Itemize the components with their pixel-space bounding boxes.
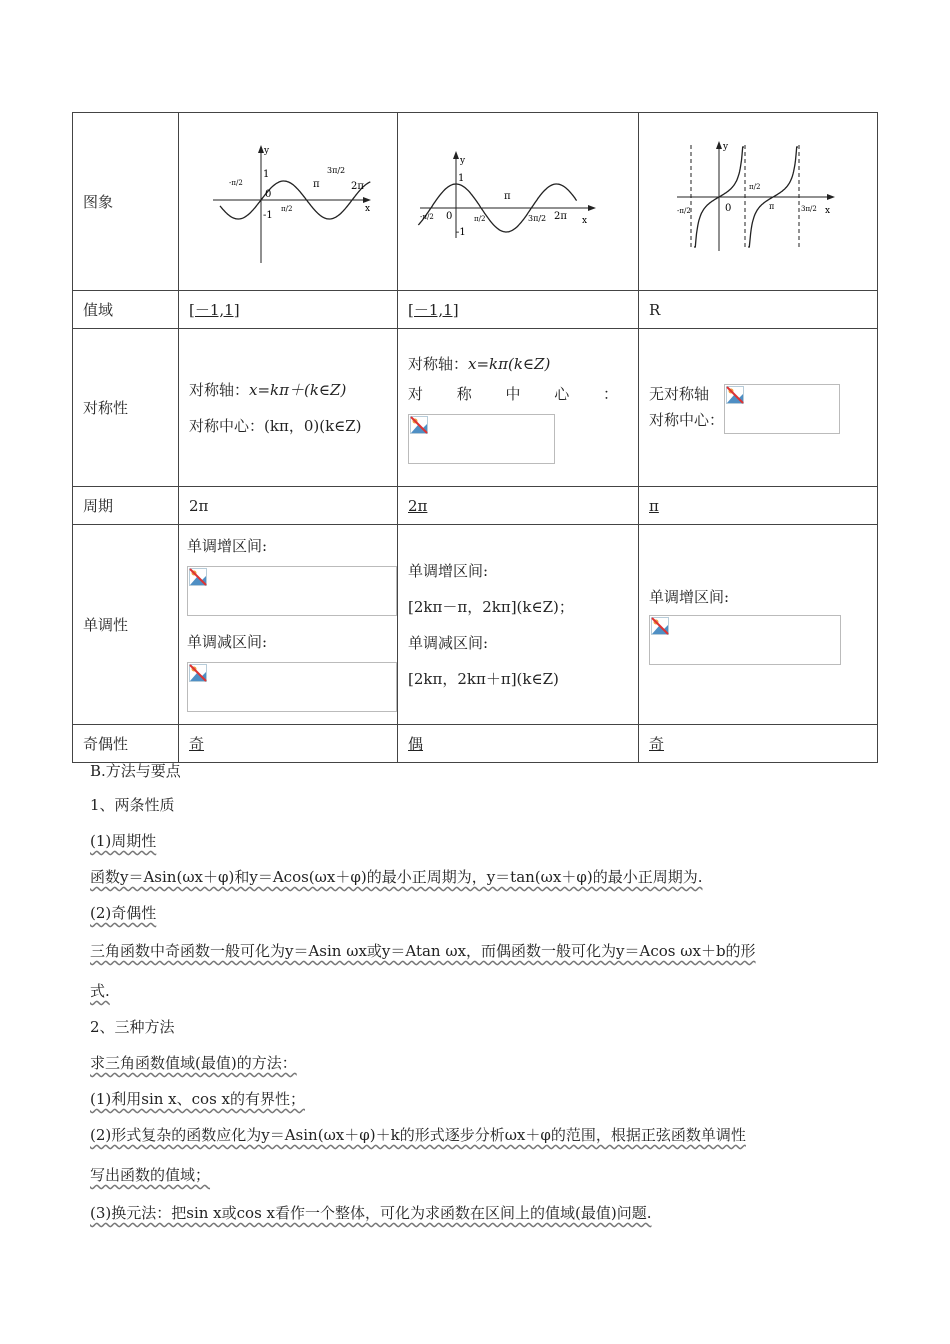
header-parity: 奇偶性 xyxy=(73,725,179,763)
broken-image-icon xyxy=(410,416,428,434)
sin-one-label: 1 xyxy=(263,169,270,180)
cos-neg-one-label: -1 xyxy=(456,227,466,238)
cos-two-pi-label: 2π xyxy=(554,211,567,222)
row-graph xyxy=(73,113,878,291)
cos-range-cell xyxy=(398,291,639,329)
sub-periodicity: (1)周期性 xyxy=(90,832,157,850)
sin-inc-label: 单调增区间: xyxy=(187,536,268,555)
tan-symmetry-cell xyxy=(639,329,878,487)
cos-three-half-pi-label: 3π/2 xyxy=(528,214,547,223)
tan-period: π xyxy=(649,496,659,515)
cos-axis-expr: x=kπ(k∈Z) xyxy=(468,354,551,373)
sin-axis-label: 对称轴： xyxy=(189,380,250,399)
parity-text-2: 式. xyxy=(90,982,110,1000)
cos-inc-label: 单调增区间: xyxy=(408,561,489,580)
row-parity xyxy=(73,725,878,763)
tan-parity-cell xyxy=(639,725,878,763)
cos-center-image-placeholder xyxy=(408,414,555,464)
method-2a: (2)形式复杂的函数应化为y＝Asin(ωx＋φ)＋k的形式逐步分析ωx＋φ的范围，根据正弦函数单调性 xyxy=(90,1126,746,1144)
periodicity-text: 函数y＝Asin(ωx＋φ)和y＝Acos(ωx＋φ)的最小正周期为，y＝tan(ωx＋φ)的最小正周期为. xyxy=(90,868,703,886)
cos-center-char: ： xyxy=(602,384,618,403)
tan-three-half-pi-label: 3π/2 xyxy=(801,205,817,213)
sin-three-half-pi-label: 3π/2 xyxy=(327,166,346,175)
cos-symmetry-cell xyxy=(398,329,639,487)
tan-inc-label: 单调增区间: xyxy=(649,587,730,606)
heading-two-properties: 1、两条性质 xyxy=(90,796,175,814)
sin-inc-image-placeholder xyxy=(187,566,397,616)
cos-center-label xyxy=(408,382,618,406)
header-monotonic: 单调性 xyxy=(73,525,179,725)
tan-center-image-placeholder xyxy=(724,384,840,434)
cos-graph xyxy=(398,113,638,283)
cos-monotonic-cell xyxy=(398,525,639,725)
tan-half-pi-label: π/2 xyxy=(749,183,761,191)
sin-period: 2π xyxy=(189,496,209,515)
sin-range-cell xyxy=(179,291,398,329)
cos-zero-label: 0 xyxy=(446,211,453,222)
tan-no-axis: 无对称轴 xyxy=(649,384,710,403)
cos-center-char: 对 xyxy=(408,384,424,403)
tan-y-arrow xyxy=(716,141,722,149)
header-graph: 图象 xyxy=(73,113,179,291)
sin-center-expr: (kπ，0)(k∈Z) xyxy=(264,416,362,435)
method-3: (3)换元法：把sin x或cos x看作一个整体，可化为求函数在区间上的值域(最值)问题. xyxy=(90,1204,652,1222)
sin-pi-label: π xyxy=(313,179,320,190)
cos-inc-expr: [2kπ－π，2kπ](k∈Z)； xyxy=(408,597,574,616)
tan-y-label: y xyxy=(723,142,729,152)
sin-neg-one-label: -1 xyxy=(263,210,273,221)
sin-x-arrow xyxy=(363,197,371,203)
methods-section xyxy=(90,760,870,1230)
tan-center-label: 对称中心： xyxy=(649,410,725,429)
cos-dec-expr: [2kπ，2kπ＋π](k∈Z) xyxy=(408,669,559,688)
sub-parity: (2)奇偶性 xyxy=(90,904,157,922)
cos-half-pi-label: π/2 xyxy=(474,215,486,223)
cos-center-char: 中 xyxy=(505,384,521,403)
tan-range-cell xyxy=(639,291,878,329)
tan-inc-image-placeholder xyxy=(649,615,841,665)
sin-graph-cell xyxy=(179,113,398,291)
sin-neg-half-pi-label: -π/2 xyxy=(229,179,243,187)
cos-y-label: y xyxy=(460,156,466,166)
sin-period-cell xyxy=(179,487,398,525)
tan-monotonic-cell xyxy=(639,525,878,725)
header-symmetry: 对称性 xyxy=(73,329,179,487)
sin-axis-expr: x=kπ＋(k∈Z) xyxy=(249,380,347,399)
properties-table xyxy=(72,112,878,763)
sin-x-label: x xyxy=(365,204,371,214)
cos-dec-label: 单调减区间: xyxy=(408,633,489,652)
heading-three-methods: 2、三种方法 xyxy=(90,1018,175,1036)
cos-neg-half-pi-label: -π/2 xyxy=(420,213,434,221)
cos-parity-cell xyxy=(398,725,639,763)
header-range: 值域 xyxy=(73,291,179,329)
header-period: 周期 xyxy=(73,487,179,525)
sin-parity: 奇 xyxy=(189,734,205,753)
parity-text-1: 三角函数中奇函数一般可化为y＝Asin ωx或y＝Atan ωx，而偶函数一般可化为y＝Acos ωx＋b的形 xyxy=(90,942,756,960)
sin-zero-label: 0 xyxy=(265,189,272,200)
cos-period-cell xyxy=(398,487,639,525)
cos-parity: 偶 xyxy=(408,734,424,753)
tan-parity: 奇 xyxy=(649,734,665,753)
sin-dec-label: 单调减区间: xyxy=(187,632,268,651)
cos-center-char: 称 xyxy=(456,384,472,403)
tan-period-cell xyxy=(639,487,878,525)
sin-graph xyxy=(179,113,397,283)
sin-center-label: 对称中心： xyxy=(189,416,265,435)
cos-graph-cell xyxy=(398,113,639,291)
row-period xyxy=(73,487,878,525)
broken-image-icon xyxy=(189,664,207,682)
section-b-title: B.方法与要点 xyxy=(90,762,181,780)
method-2b: 写出函数的值域； xyxy=(90,1166,211,1184)
broken-image-icon xyxy=(651,617,669,635)
broken-image-icon xyxy=(189,568,207,586)
sin-dec-image-placeholder xyxy=(187,662,397,712)
broken-image-icon xyxy=(726,386,744,404)
sin-y-label: y xyxy=(264,146,270,156)
sin-monotonic-cell xyxy=(179,525,398,725)
tan-range: R xyxy=(649,300,661,319)
tan-graph-cell xyxy=(639,113,878,291)
method-title: 求三角函数值域(最值)的方法： xyxy=(90,1054,297,1072)
cos-pi-label: π xyxy=(504,191,511,202)
cos-one-label: 1 xyxy=(458,173,465,184)
row-range xyxy=(73,291,878,329)
row-monotonic xyxy=(73,525,878,725)
cos-x-label: x xyxy=(582,216,588,226)
sin-half-pi-label: π/2 xyxy=(281,205,293,213)
cos-y-arrow xyxy=(453,151,459,159)
tan-pi-label: π xyxy=(769,202,775,211)
sin-two-pi-label: 2π xyxy=(351,181,364,192)
row-symmetry xyxy=(73,329,878,487)
tan-neg-half-pi-label: -π/2 xyxy=(677,207,691,215)
method-1: (1)利用sin x、cos x的有界性； xyxy=(90,1090,305,1108)
cos-period: 2π xyxy=(408,496,428,515)
tan-graph xyxy=(639,113,877,283)
cos-center-char: 心 xyxy=(554,384,570,403)
sin-range: [－1,1] xyxy=(189,300,240,319)
sin-parity-cell xyxy=(179,725,398,763)
cos-x-arrow xyxy=(588,205,596,211)
tan-x-arrow xyxy=(827,194,835,200)
tan-zero-label: 0 xyxy=(725,203,732,214)
tan-x-label: x xyxy=(825,206,831,216)
cos-axis-label: 对称轴： xyxy=(408,354,469,373)
sin-symmetry-cell xyxy=(179,329,398,487)
cos-range: [－1,1] xyxy=(408,300,459,319)
